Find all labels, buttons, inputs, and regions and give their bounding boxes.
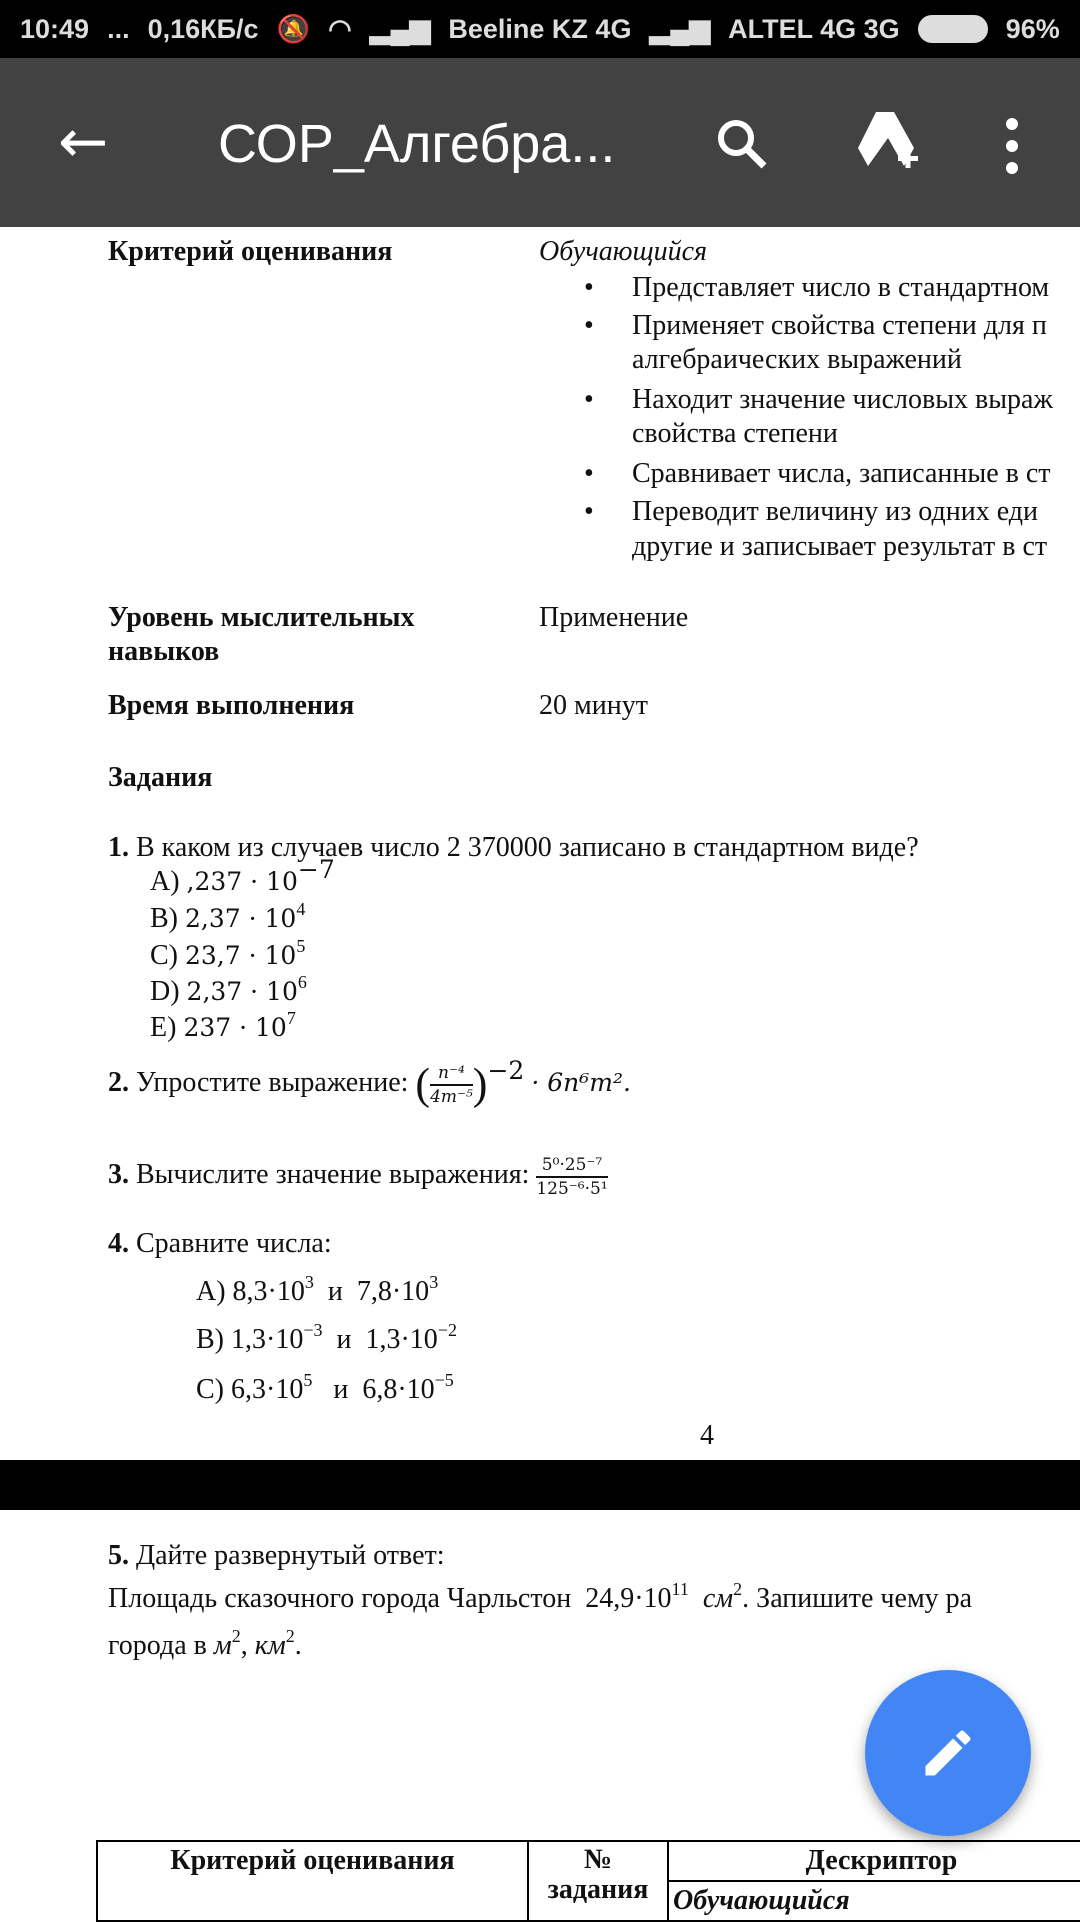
q4-row-b: B) $1,3\cdot 10^{-3}$ и $1,3\cdot 10^{-2}$ — [196, 1320, 457, 1355]
question-1: 1. В каком из случаев число 2 370000 записано в стандартном виде? — [108, 832, 919, 863]
question-2: 2. Упростите выражение: ( $\frac{\text{n⁻⁴}}{\text{4m⁻⁵}}$ )$^{-2}$ · 6n⁶m². — [108, 1056, 631, 1109]
app-toolbar — [0, 58, 1080, 227]
learner-label: Обучающийся — [539, 236, 708, 267]
carrier-2: ALTEL 4G 3G — [728, 13, 900, 44]
bullet-text: Сравнивает числа, записанные в ст — [632, 458, 1051, 489]
tasks-heading: Задания — [108, 762, 213, 793]
level-label: Уровень мыслительных — [108, 602, 415, 633]
bullet-text: Применяет свойства степени для п — [632, 310, 1047, 341]
document-title: СОР_Алгебра... — [218, 114, 616, 174]
pencil-icon — [918, 1723, 978, 1783]
search-icon[interactable] — [712, 114, 772, 179]
criterion-label: Критерий оценивания — [108, 236, 393, 267]
q4-row-a: A) $8,3\cdot 10^3$ и $7,8\cdot 10^3$ — [196, 1272, 439, 1307]
question-5: 5. Дайте развернутый ответ: — [108, 1540, 445, 1571]
q1-option-d: D) $2,37 \cdot 10^6$ — [150, 972, 307, 1007]
more-options-icon[interactable] — [1000, 116, 1024, 181]
q4-row-c: C) $6,3\cdot 10^5$ и $6,8\cdot 10^{-5}$ — [196, 1370, 454, 1405]
criteria-table — [96, 1840, 1080, 1922]
carrier-1: Beeline KZ 4G — [448, 13, 632, 44]
question-4: 4. Сравните числа: — [108, 1228, 332, 1259]
bullet-text: Представляет число в стандартном — [632, 272, 1050, 303]
header-descriptor: Дескриптор — [668, 1841, 1080, 1881]
edit-fab-button[interactable] — [865, 1670, 1031, 1836]
signal-icon: ▂▄▆ — [369, 13, 431, 44]
signal-icon: ▂▄▆ — [649, 13, 711, 44]
bullet-text: Переводит величину из одних еди — [632, 496, 1038, 527]
question-3: 3. Вычислите значение выражения: $\frac{\text{5⁰·25⁻⁷}}{\text{125⁻⁶·5¹}}$ — [108, 1154, 608, 1199]
bullet: • — [584, 310, 594, 341]
page-separator — [0, 1460, 1080, 1510]
bullet: • — [584, 272, 594, 303]
header-criterion: Критерий оценивания — [97, 1841, 528, 1921]
q5-line-2: города в $м^2$, $км^2$. — [108, 1626, 302, 1661]
bullet: • — [584, 384, 594, 415]
header-task-number: № задания — [528, 1841, 668, 1921]
bullet: • — [584, 496, 594, 527]
q1-option-b: B) $2,37 \cdot 10^4$ — [150, 899, 306, 934]
bullet-text: алгебраических выражений — [632, 344, 962, 375]
time-label: Время выполнения — [108, 690, 355, 721]
mute-bell-icon: 🔕 — [276, 14, 311, 44]
bullet-text: свойства степени — [632, 418, 838, 449]
status-more-icon: ... — [107, 13, 130, 44]
bullet: • — [584, 458, 594, 489]
q1-option-c: C) $23,7 \cdot 10^5$ — [150, 936, 306, 971]
battery-level: 96% — [1005, 13, 1060, 44]
q1-option-a: A) $,237 \cdot 10^{-7}$ — [150, 855, 335, 897]
q1-option-e: E) $237 \cdot 10^7$ — [150, 1008, 296, 1043]
add-to-drive-icon[interactable] — [852, 108, 924, 183]
battery-icon — [918, 15, 988, 43]
header-learner: Обучающийся — [668, 1881, 1080, 1921]
level-label-2: навыков — [108, 636, 220, 667]
level-value: Применение — [539, 602, 689, 633]
back-arrow-icon[interactable]: ← — [58, 107, 109, 177]
bullet-text: Находит значение числовых выраж — [632, 384, 1053, 415]
page-number: 4 — [700, 1420, 714, 1451]
status-bar — [0, 0, 1080, 58]
q5-line-1: Площадь сказочного города Чарльстон $24,9\cdot 10^{11}$ $см^2$. Запишите чему ра — [108, 1579, 973, 1614]
bullet-text: другие и записывает результат в ст — [632, 531, 1048, 562]
time-value: 20 минут — [539, 690, 648, 721]
network-speed: 0,16КБ/с — [147, 13, 259, 44]
wifi-icon: ◠ — [328, 13, 352, 44]
status-time: 10:49 — [20, 13, 90, 44]
